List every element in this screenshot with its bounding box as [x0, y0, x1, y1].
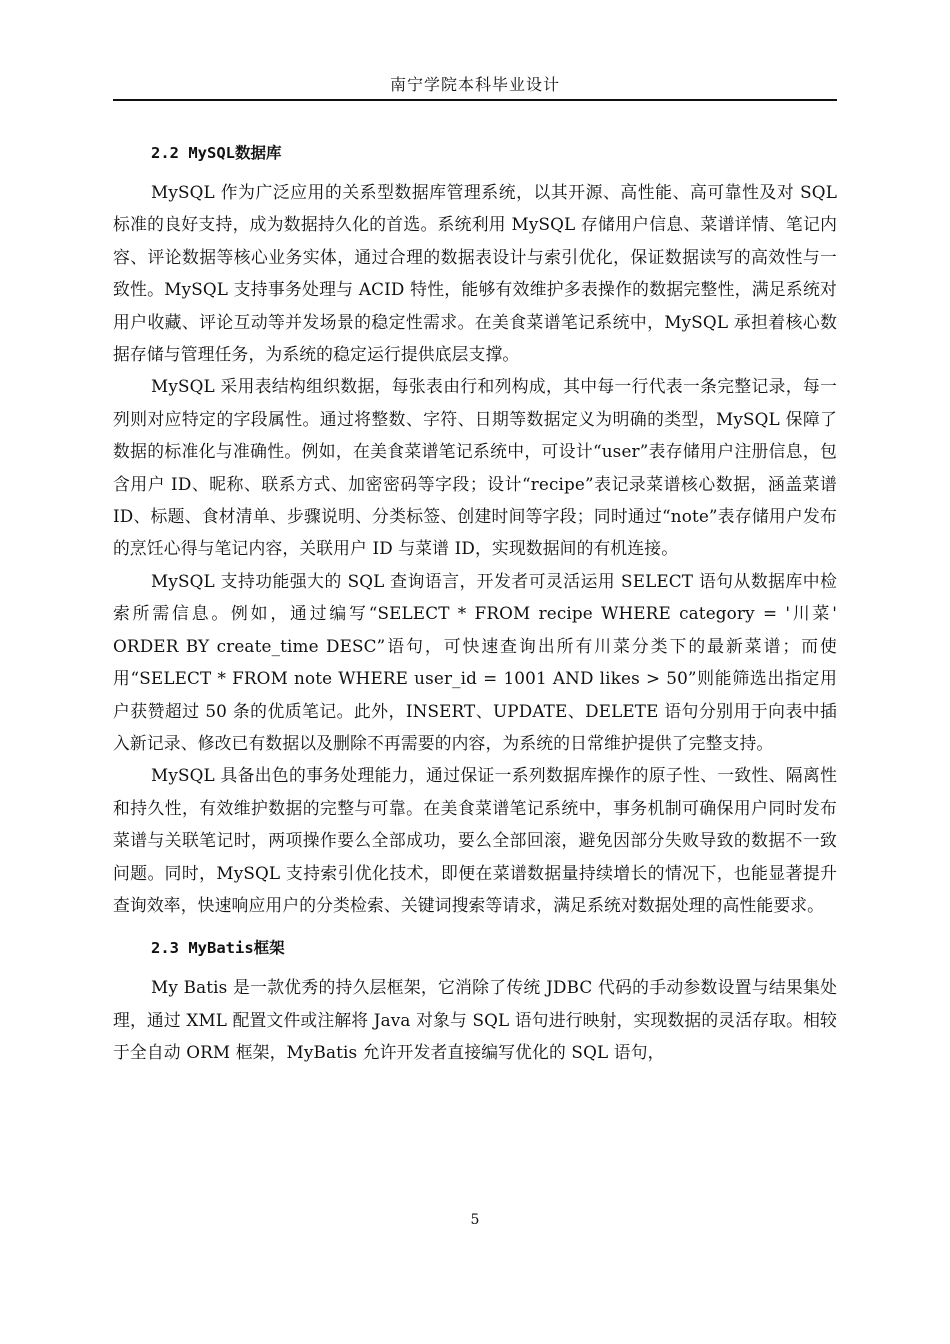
page-number: 5	[470, 1212, 480, 1228]
paragraph: MySQL 采用表结构组织数据，每张表由行和列构成，其中每一行代表一条完整记录，每一列则对应特定的字段属性。通过将整数、字符、日期等数据定义为明确的类型，MySQL 保障了数据的标准化与准确性。例如，在美食菜谱笔记系统中，可设计“user”表存储用户注册信息，包含用户 ID、昵称、联系方式、加密密码等字段；设计“recipe”表记录菜谱核心数据，涵盖菜谱 ID、标题、食材清单、步骤说明、分类标签、创建时间等字段；同时通过“note”表存储用户发布的烹饪心得与笔记内容，关联用户 ID 与菜谱 ID，实现数据间的有机连接。	[113, 376, 837, 559]
section-heading: 2.2 MySQL数据库	[151, 144, 282, 162]
header-divider	[113, 99, 837, 101]
section-heading: 2.3 MyBatis框架	[151, 939, 285, 958]
section-spacer	[113, 921, 837, 931]
paragraph: MySQL 具备出色的事务处理能力，通过保证一系列数据库操作的原子性、一致性、隔离性和持久性，有效维护数据的完整与可靠。在美食菜谱笔记系统中，事务机制可确保用户同时发布菜谱与关联笔记时，两项操作要么全部成功，要么全部回滚，避免因部分失败导致的数据不一致问题。同时，MySQL 支持索引优化技术，即便在菜谱数据量持续增长的情况下，也能显著提升查询效率，快速响应用户的分类检索、关键词搜索等请求，满足系统对数据处理的高性能要求。	[113, 765, 837, 915]
running-header: 南宁学院本科毕业设计	[389, 75, 560, 94]
paragraph: My Batis 是一款优秀的持久层框架，它消除了传统 JDBC 代码的手动参数设置与结果集处理，通过 XML 配置文件或注解将 Java 对象与 SQL 语句进行映射，实现数据的灵活存取。相较于全自动 ORM 框架，MyBatis 允许开发者直接编写优化的 SQL 语句，	[113, 977, 837, 1063]
section-2-3	[113, 931, 837, 1068]
page-content	[113, 136, 837, 1069]
paragraph: MySQL 支持功能强大的 SQL 查询语言，开发者可灵活运用 SELECT 语句从数据库中检索所需信息。例如，通过编写“SELECT * FROM recipe WHERE category = '川菜' ORDER BY create_time DESC”语句，可快速查询出所有川菜分类下的最新菜谱；而使用“SELECT * FROM note WHERE user_id = 1001 AND likes > 50”则能筛选出指定用户获赞超过 50 条的优质笔记。此外，INSERT、UPDATE、DELETE 语句分别用于向表中插入新记录、修改已有数据以及删除不再需要的内容，为系统的日常维护提供了完整支持。	[113, 570, 837, 753]
section-2-2	[113, 136, 837, 921]
paragraph: MySQL 作为广泛应用的关系型数据库管理系统，以其开源、高性能、高可靠性及对 SQL 标准的良好支持，成为数据持久化的首选。系统利用 MySQL 存储用户信息、菜谱详情、笔记内容、评论数据等核心业务实体，通过合理的数据表设计与索引优化，保证数据读写的高效性与一致性。MySQL 支持事务处理与 ACID 特性，能够有效维护多表操作的数据完整性，满足系统对用户收藏、评论互动等并发场景的稳定性需求。在美食菜谱笔记系统中，MySQL 承担着核心数据存储与管理任务，为系统的稳定运行提供底层支撑。	[113, 182, 837, 365]
